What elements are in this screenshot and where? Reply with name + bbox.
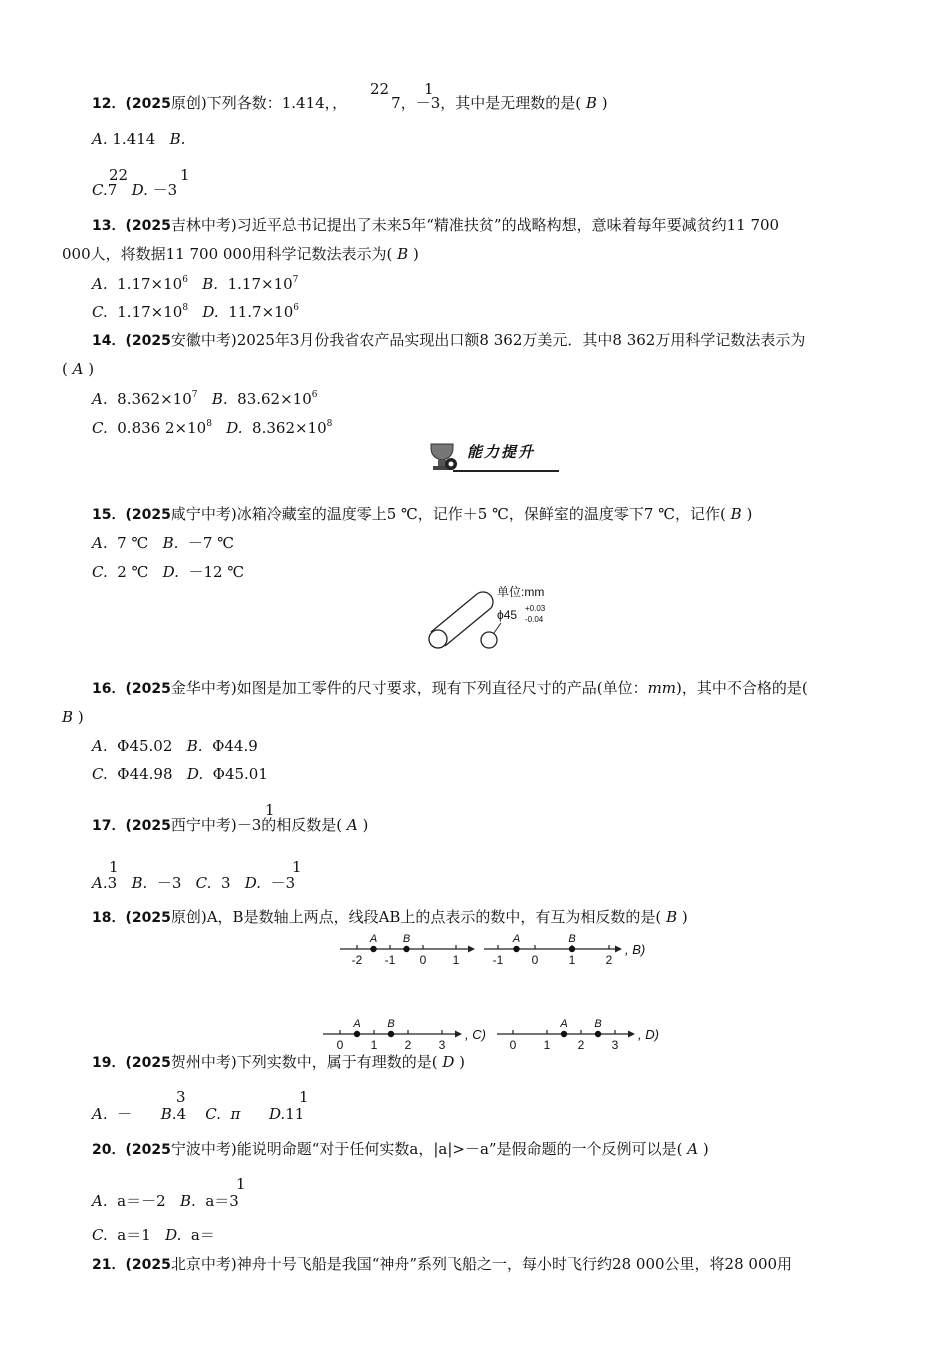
answer: B xyxy=(730,505,742,523)
point-label: B xyxy=(402,933,411,945)
answer: B xyxy=(666,908,678,926)
options-row xyxy=(92,1194,239,1209)
question-source-year: (2025 xyxy=(125,1257,171,1273)
question-number: 12． xyxy=(92,96,126,112)
close-paren: ) xyxy=(459,1053,466,1071)
options-row xyxy=(92,276,298,292)
option-a: a＝－2 xyxy=(117,1192,166,1210)
option-label: C. xyxy=(92,765,108,783)
option-a: 8.362×10 xyxy=(117,390,192,408)
question-number: 15． xyxy=(92,507,126,523)
option-label: A. xyxy=(92,737,108,755)
option-a: 1.17×10 xyxy=(117,275,183,293)
fraction-numerator: 22 xyxy=(370,80,390,98)
point-a xyxy=(513,946,519,952)
option-label: B. xyxy=(162,534,179,552)
question-stem-cont: ( xyxy=(62,360,68,378)
option-d-denominator: －3 xyxy=(152,181,178,199)
option-a: 7 ℃ xyxy=(117,534,149,552)
option-label: B. xyxy=(186,737,203,755)
options-row xyxy=(92,420,332,436)
question-source-year: (2025 xyxy=(125,681,171,697)
option-label: A. xyxy=(92,275,108,293)
tick-label: 0 xyxy=(531,953,539,967)
close-paren: ) xyxy=(702,1140,709,1158)
option-label: D. xyxy=(268,1105,286,1123)
question-stem: 习近平总书记提出了未来5年“精准扶贫”的战略构想，意味着每年要减贫约11 700 xyxy=(236,216,780,234)
option-d-exponent: 6 xyxy=(293,303,299,313)
option-b: 83.62×10 xyxy=(237,390,312,408)
axis-arrow xyxy=(468,946,475,953)
option-label: A. xyxy=(92,874,108,892)
tick-label: -2 xyxy=(351,953,363,967)
option-suffix: , B) xyxy=(625,942,646,957)
point-b xyxy=(569,946,575,952)
question-source: 安徽中考) xyxy=(170,331,237,349)
option-label: A. xyxy=(92,534,108,552)
question-number: 21． xyxy=(92,1257,126,1273)
option-c: a＝1 xyxy=(117,1226,151,1244)
option-label: D. xyxy=(226,419,243,437)
question-number: 13． xyxy=(92,218,126,234)
question-source-year: (2025 xyxy=(125,910,171,926)
point-a xyxy=(561,1031,567,1037)
option-b: a＝ xyxy=(205,1192,230,1210)
question-source-year: (2025 xyxy=(125,218,171,234)
option-label: B. xyxy=(202,275,219,293)
question-stem: A，B是数轴上两点，线段AB上的点表示的数中，有互为相反数的是( xyxy=(206,908,662,926)
option-d-numerator: 1 xyxy=(180,166,190,184)
tick-label: 0 xyxy=(336,1038,344,1052)
option-a: － xyxy=(117,1105,133,1123)
question-source: 贺州中考) xyxy=(170,1053,237,1071)
question-stem-cont: 000人，将数据11 700 000用科学记数法表示为( xyxy=(62,245,393,263)
close-paren: ) xyxy=(681,908,688,926)
option-d-denominator: 11 xyxy=(285,1105,305,1123)
option-d-numerator: 1 xyxy=(299,1088,309,1106)
options-row xyxy=(92,876,295,891)
tick-label: 1 xyxy=(568,953,576,967)
question-source: 金华中考) xyxy=(170,679,237,697)
option-d-denominator: －3 xyxy=(270,874,296,892)
answer: D xyxy=(442,1053,455,1071)
option-b-exponent: 6 xyxy=(311,390,318,400)
question-source: 北京中考) xyxy=(170,1255,237,1273)
option-d: Φ45.01 xyxy=(212,765,268,783)
tick-label: 3 xyxy=(611,1038,619,1052)
question-stem: 神舟十号飞船是我国“神舟”系列飞船之一，每小时飞行约28 000公里，将28 000用 xyxy=(236,1255,793,1273)
option-label: C. xyxy=(195,874,212,892)
option-c: 2 ℃ xyxy=(117,563,149,581)
question-stem: 2025年3月份我省农产品实现出口额8 362万美元．其中8 362万用科学记数法表示为 xyxy=(236,331,806,349)
option-label: D. xyxy=(165,1226,182,1244)
option-b: 1.17×10 xyxy=(227,275,293,293)
tick-label: 3 xyxy=(438,1038,446,1052)
option-c: 1.17×10 xyxy=(117,303,183,321)
option-label: C. xyxy=(92,1226,108,1244)
option-a-exponent: 7 xyxy=(191,390,198,400)
question-stem: 下列各数：1.414，， xyxy=(206,94,348,112)
tick-label: 0 xyxy=(419,953,427,967)
point-a xyxy=(354,1031,360,1037)
option-b-numerator: 3 xyxy=(176,1088,186,1106)
options-row xyxy=(92,565,244,580)
options-row xyxy=(92,767,268,782)
question-source: 咸宁中考) xyxy=(170,505,237,523)
close-paren: ) xyxy=(746,505,753,523)
option-suffix: , D) xyxy=(638,1027,659,1042)
tick-label: -1 xyxy=(492,953,504,967)
option-d: 11.7×10 xyxy=(228,303,294,321)
option-c-numerator: 22 xyxy=(109,166,129,184)
point-a xyxy=(370,946,376,952)
option-label: C. xyxy=(92,419,108,437)
option-b: －3 xyxy=(156,874,182,892)
option-a: 1.414 xyxy=(112,130,156,148)
number-line-b xyxy=(482,927,652,969)
option-d-numerator: 1 xyxy=(292,858,302,876)
unit: mm xyxy=(647,679,677,697)
option-d: －12 ℃ xyxy=(188,563,245,581)
point-label: A xyxy=(560,1018,568,1030)
question-source: 西宁中考) xyxy=(170,816,237,834)
question-stem-cont: )，其中不合格的是( xyxy=(676,679,808,697)
question-stem: 下列实数中，属于有理数的是( xyxy=(236,1053,438,1071)
options-row xyxy=(92,1228,215,1243)
option-b-denominator: 4 xyxy=(176,1105,187,1123)
tick-label: 1 xyxy=(452,953,460,967)
option-label: D. xyxy=(186,765,204,783)
option-label: B. xyxy=(169,130,186,148)
point-label: B xyxy=(387,1018,395,1030)
answer: A xyxy=(72,360,84,378)
option-label: C. xyxy=(205,1105,221,1123)
question-number: 18． xyxy=(92,910,126,926)
question-number: 19． xyxy=(92,1055,126,1071)
question-source: 宁波中考) xyxy=(170,1140,237,1158)
options-row xyxy=(92,536,234,551)
number-line-d xyxy=(495,1012,665,1054)
option-a-exponent: 6 xyxy=(182,275,188,285)
tick-label: 1 xyxy=(543,1038,551,1052)
option-c: Φ44.98 xyxy=(117,765,173,783)
question-stem: 如图是加工零件的尺寸要求，现有下列直径尺寸的产品(单位： xyxy=(236,679,648,697)
option-label: A. xyxy=(92,1105,108,1123)
option-b: －7 ℃ xyxy=(187,534,234,552)
point-b xyxy=(388,1031,394,1037)
option-c-exponent: 8 xyxy=(182,303,189,313)
option-label: B. xyxy=(179,1192,196,1210)
question-source-year: (2025 xyxy=(125,818,171,834)
close-paren: ) xyxy=(77,708,84,726)
number-line-c xyxy=(320,1012,495,1054)
option-label: C. xyxy=(92,181,108,199)
option-c-exponent: 8 xyxy=(206,419,212,429)
option-c: 0.836 2×10 xyxy=(117,419,207,437)
question-source-year: (2025 xyxy=(125,1055,171,1071)
number-line-a xyxy=(335,927,475,969)
fraction-numerator: 1 xyxy=(265,801,275,819)
point-label: B xyxy=(594,1018,602,1030)
tick-label: 2 xyxy=(605,953,613,967)
point-label: A xyxy=(353,1018,361,1030)
question-number: 20． xyxy=(92,1142,126,1158)
question-source-year: (2025 xyxy=(125,96,171,112)
axis-arrow xyxy=(615,946,622,953)
tick-label: 1 xyxy=(370,1038,378,1052)
fraction-denominator: 7 xyxy=(391,94,401,112)
question-source-year: (2025 xyxy=(125,1142,171,1158)
tick-label: 2 xyxy=(577,1038,585,1052)
question-number: 17． xyxy=(92,818,126,834)
close-paren: ) xyxy=(362,816,369,834)
tick-label: 2 xyxy=(404,1038,412,1052)
tolerance-upper: +0.03 xyxy=(525,604,546,613)
option-label: A. xyxy=(92,1192,108,1210)
option-label: A. xyxy=(92,390,108,408)
fraction-numerator: 1 xyxy=(424,80,434,98)
section-title: 能力提升 xyxy=(467,443,536,461)
option-label: B. xyxy=(160,1105,177,1123)
answer: A xyxy=(346,816,358,834)
option-d-exponent: 8 xyxy=(326,419,333,429)
close-paren: ) xyxy=(412,245,419,263)
option-label: D. xyxy=(202,303,219,321)
options-row xyxy=(92,1107,304,1122)
axis-arrow xyxy=(628,1031,635,1038)
section-banner xyxy=(425,438,565,476)
options-row xyxy=(92,132,185,147)
tick-label: -1 xyxy=(384,953,396,967)
option-a-numerator: 1 xyxy=(109,858,119,876)
close-paren: ) xyxy=(88,360,95,378)
unit-label: 单位:mm xyxy=(497,585,545,599)
question-source: 原创) xyxy=(170,908,207,926)
option-suffix: , C) xyxy=(465,1027,486,1042)
option-b: Φ44.9 xyxy=(212,737,258,755)
answer: A xyxy=(687,1140,699,1158)
tick-label: 0 xyxy=(509,1038,517,1052)
tolerance-lower: -0.04 xyxy=(525,615,544,624)
option-label: D. xyxy=(244,874,262,892)
option-b-numerator: 1 xyxy=(236,1175,246,1193)
question-source-year: (2025 xyxy=(125,333,171,349)
option-d: a＝ xyxy=(190,1226,215,1244)
options-row xyxy=(92,391,318,407)
option-label: D. xyxy=(131,181,148,199)
cylinder-figure xyxy=(425,582,560,654)
option-c-denominator: 7 xyxy=(107,181,118,199)
question-source-year: (2025 xyxy=(125,507,171,523)
options-row xyxy=(92,183,177,198)
option-label: B. xyxy=(211,390,228,408)
options-row xyxy=(92,739,258,754)
option-b-denominator: 3 xyxy=(229,1192,239,1210)
question-source: 吉林中考) xyxy=(170,216,237,234)
option-label: D. xyxy=(162,563,179,581)
answer: B xyxy=(62,708,74,726)
question-stem: －3的相反数是( xyxy=(236,816,343,834)
option-b-exponent: 7 xyxy=(292,275,299,285)
point-label: A xyxy=(512,933,521,945)
option-label: B. xyxy=(131,874,148,892)
point-label: A xyxy=(369,933,378,945)
option-c: 3 xyxy=(220,874,231,892)
option-c: π xyxy=(230,1105,241,1123)
close-paren: ) xyxy=(601,94,608,112)
option-label: C. xyxy=(92,563,108,581)
option-d: 8.362×10 xyxy=(252,419,327,437)
question-number: 16． xyxy=(92,681,126,697)
answer: B xyxy=(397,245,409,263)
answer: B xyxy=(585,94,597,112)
options-row xyxy=(92,304,299,320)
option-a: Φ45.02 xyxy=(117,737,173,755)
point-b xyxy=(403,946,409,952)
question-stem: 能说明命题“对于任何实数a，|a|>－a”是假命题的一个反例可以是( xyxy=(236,1140,683,1158)
question-source: 原创) xyxy=(170,94,207,112)
option-label: C. xyxy=(92,303,108,321)
option-label: A. xyxy=(92,130,108,148)
point-b xyxy=(595,1031,601,1037)
question-stem-cont: ，－3，其中是无理数的是( xyxy=(400,94,582,112)
question-stem: 冰箱冷藏室的温度零上5 ℃，记作＋5 ℃，保鲜室的温度零下7 ℃，记作( xyxy=(236,505,726,523)
point-label: B xyxy=(568,933,576,945)
dimension-label: ϕ45 xyxy=(497,608,518,622)
question-number: 14． xyxy=(92,333,126,349)
axis-arrow xyxy=(455,1031,462,1038)
option-a-denominator: 3 xyxy=(107,874,118,892)
